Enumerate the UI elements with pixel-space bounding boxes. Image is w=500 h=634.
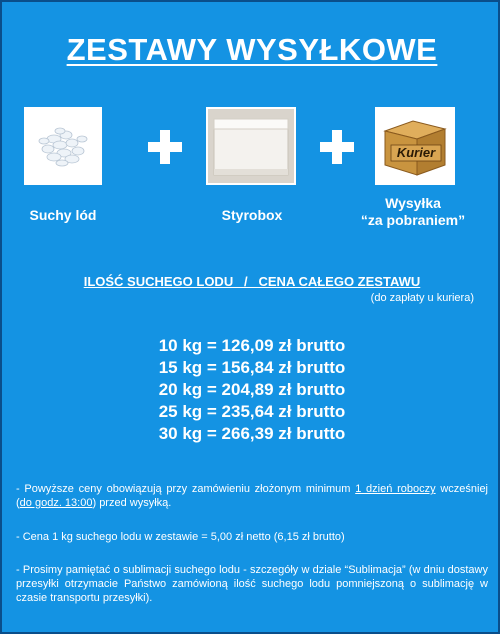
caption-line: Wysyłka — [385, 195, 441, 211]
order-deadline-note — [16, 482, 488, 510]
styrobox-caption: Styrobox — [221, 207, 283, 223]
dry-ice-caption: Suchy lód — [29, 207, 97, 223]
plus-icon — [320, 130, 354, 164]
courier-box-label: Kurier — [396, 145, 436, 160]
price-row: 30 kg = 266,39 zł brutto — [158, 424, 346, 443]
courier-box-image — [375, 107, 455, 185]
price-list — [2, 335, 500, 445]
price-row: 20 kg = 204,89 zł brutto — [158, 380, 346, 399]
note-text: ) przed wysyłką. — [92, 497, 172, 509]
page-title: ZESTAWY WYSYŁKOWE — [66, 32, 438, 67]
styrofoam-box-image — [206, 107, 296, 185]
note-text: wcześniej ( — [16, 483, 489, 509]
caption-line: “za pobraniem” — [360, 212, 466, 228]
dry-ice-image — [24, 107, 102, 185]
plus-icon — [148, 130, 182, 164]
cash-on-delivery-caption — [342, 195, 484, 229]
price-row: 15 kg = 156,84 zł brutto — [158, 358, 346, 377]
note-emphasis: 1 dzień roboczy — [355, 483, 436, 495]
sublimation-note: - Prosimy pamiętać o sublimacji suchego lodu - szczegóły w dziale “Sublimacja” (w dniu dostawy przesyłki otrzymacie Państwo zamówioną ilość suchego lodu pomniejszoną o sublimację w czasie transportu przesyłki). — [16, 564, 488, 604]
payment-note: (do zapłaty u kuriera) — [370, 292, 474, 304]
unit-price-note: - Cena 1 kg suchego lodu w zestawie = 5,00 zł netto (6,15 zł brutto) — [16, 531, 345, 543]
price-row: 10 kg = 126,09 zł brutto — [158, 336, 346, 355]
note-text: - Powyższe ceny obowiązują przy zamówieniu złożonym minimum — [16, 483, 356, 495]
price-table-heading — [2, 274, 500, 289]
price-table-heading-text: ILOŚĆ SUCHEGO LODU / CENA CAŁEGO ZESTAWU — [83, 274, 421, 289]
price-row: 25 kg = 235,64 zł brutto — [158, 402, 346, 421]
note-emphasis: do godz. 13:00 — [19, 497, 93, 509]
